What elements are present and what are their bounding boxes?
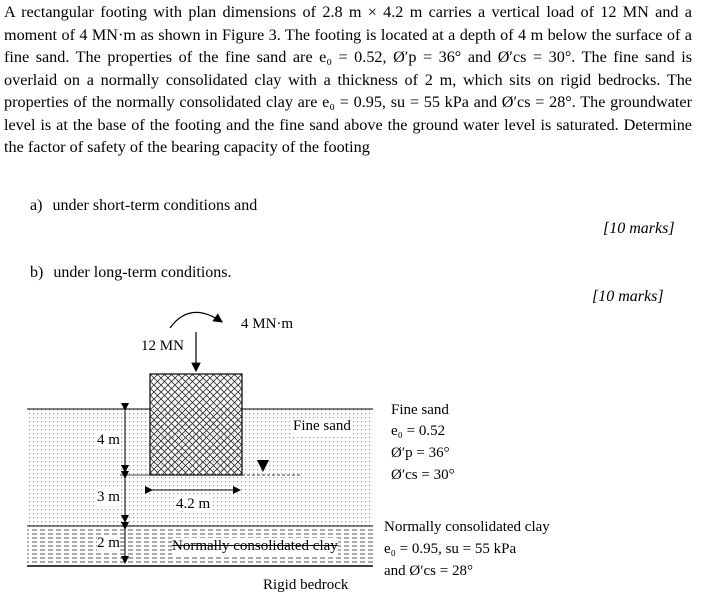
part-b-label: b) (30, 264, 44, 281)
moment-label: 4 MN·m (241, 316, 294, 332)
clay-thickness-label: 2 m (97, 535, 120, 551)
load-label: 12 MN (141, 338, 184, 354)
part-a-text: under short-term conditions and (52, 197, 258, 214)
footing-width-label: 4.2 m (176, 496, 211, 512)
clay-phi-cs: and Ø′cs = 28° (384, 563, 473, 579)
clay-label: Normally consolidated clay (172, 538, 338, 554)
sand-below-label: 3 m (97, 489, 120, 505)
fine-sand-label: Fine sand (293, 418, 351, 434)
part-a-marks: [10 marks] (603, 220, 675, 237)
moment-arrow (170, 312, 222, 328)
clay-props-title: Normally consolidated clay (384, 519, 550, 535)
footing (150, 374, 242, 475)
sand-phi-p: Ø′p = 36° (391, 445, 450, 461)
sand-e0: e₀ = 0.52 (391, 423, 446, 439)
part-b-marks: [10 marks] (592, 288, 664, 305)
sand-props-title: Fine sand (391, 402, 449, 418)
clay-e0-su: e₀ = 0.95, su = 55 kPa (384, 541, 517, 557)
part-b-text: under long-term conditions. (53, 264, 232, 281)
bedrock-label: Rigid bedrock (263, 577, 349, 593)
part-a-label: a) (30, 197, 43, 214)
depth-label: 4 m (97, 432, 120, 448)
problem-statement: A rectangular footing with plan dimensions of 2.8 m × 4.2 m carries a vertical load of 12 MN and a moment of 4 MN·m as shown in Figure 3. The footing is located at a depth of 4 m below the surface of a fine sand. The properties of the fine sand are e₀ = 0.52, Ø′p = 36° and Ø′cs = 30°. The fine sand is overlaid on a normally consolidated clay with a thickness of 2 m, which sits on rigid bedrocks. The properties of the normally consolidated clay are e₀ = 0.95, su = 55 kPa and Ø′cs = 28°. The groundwater level is at the base of the footing and the fine sand above the ground water level is saturated. Determine the factor of safety of the bearing capacity of the footing (4, 3, 692, 156)
sand-phi-cs: Ø′cs = 30° (391, 467, 455, 483)
